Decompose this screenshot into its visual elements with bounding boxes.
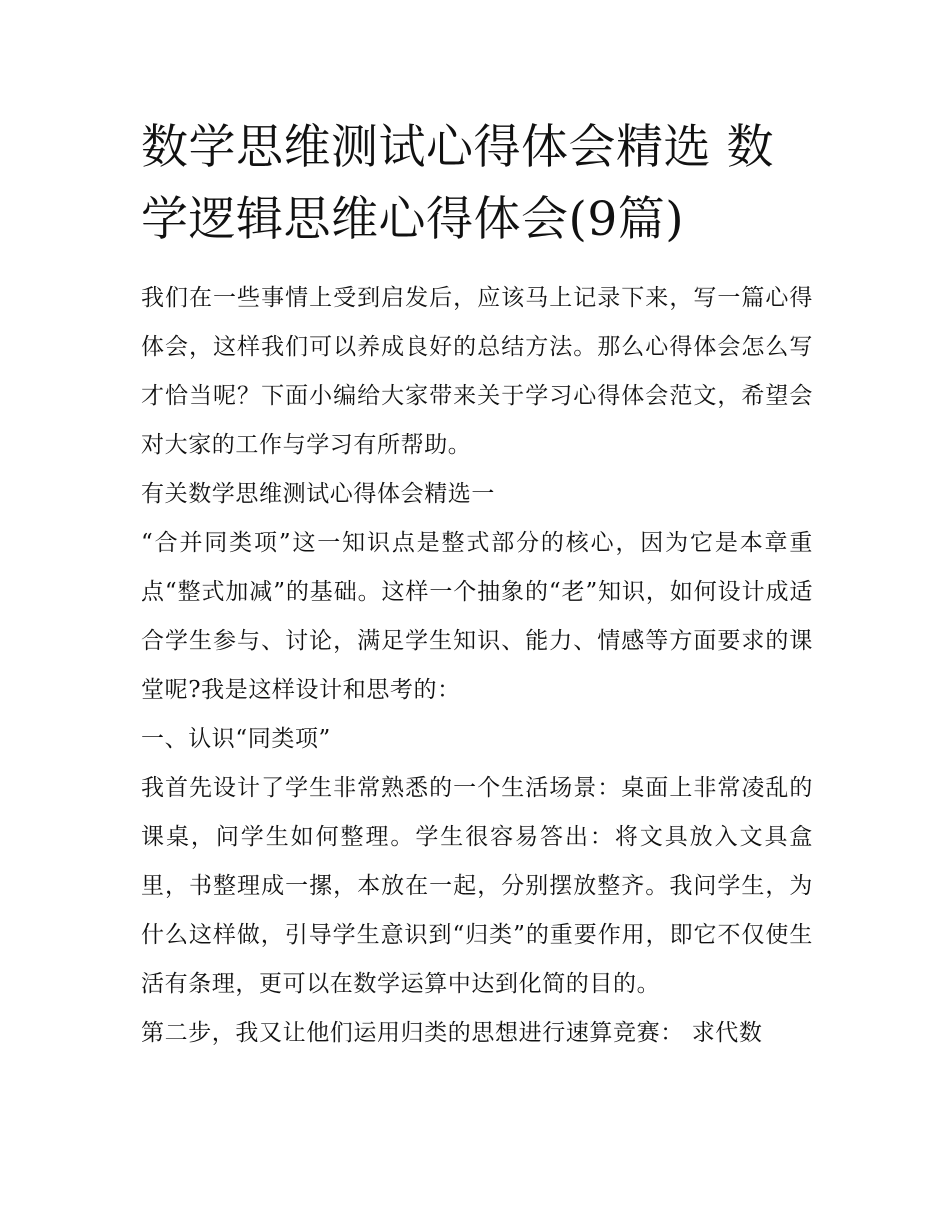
intro-paragraph: 我们在一些事情上受到启发后，应该马上记录下来，写一篇心得体会，这样我们可以养成良好的总结方法。那么心得体会怎么写才恰当呢？下面小编给大家带来关于学习心得体会范文，希望会对大家的工作与学习有所帮助。 bbox=[141, 285, 813, 458]
subsection-heading: 一、认识“同类项” bbox=[141, 726, 331, 752]
body-paragraph: “合并同类项”这一知识点是整式部分的核心，因为它是本章重点“整式加减”的基础。这样一个抽象的“老”知识，如何设计成适合学生参与、讨论，满足学生知识、能力、情感等方面要求的课堂呢?我是这样设计和思考的： bbox=[141, 530, 813, 703]
document-title: 数学思维测试心得体会精选 数学逻辑思维心得体会(9篇) bbox=[141, 120, 774, 247]
body-paragraph: 第二步，我又让他们运用归类的思想进行速算竞赛： 求代数 bbox=[141, 1020, 763, 1046]
body-paragraph: 我首先设计了学生非常熟悉的一个生活场景：桌面上非常凌乱的课桌，问学生如何整理。学生很容易答出：将文具放入文具盒里，书整理成一摞，本放在一起，分别摆放整齐。我问学生，为什么这样做，引导学生意识到“归类”的重要作用，即它不仅使生活有条理，更可以在数学运算中达到化简的目的。 bbox=[141, 775, 813, 997]
document-body bbox=[141, 112, 813, 1058]
section-heading: 有关数学思维测试心得体会精选一 bbox=[141, 481, 495, 507]
